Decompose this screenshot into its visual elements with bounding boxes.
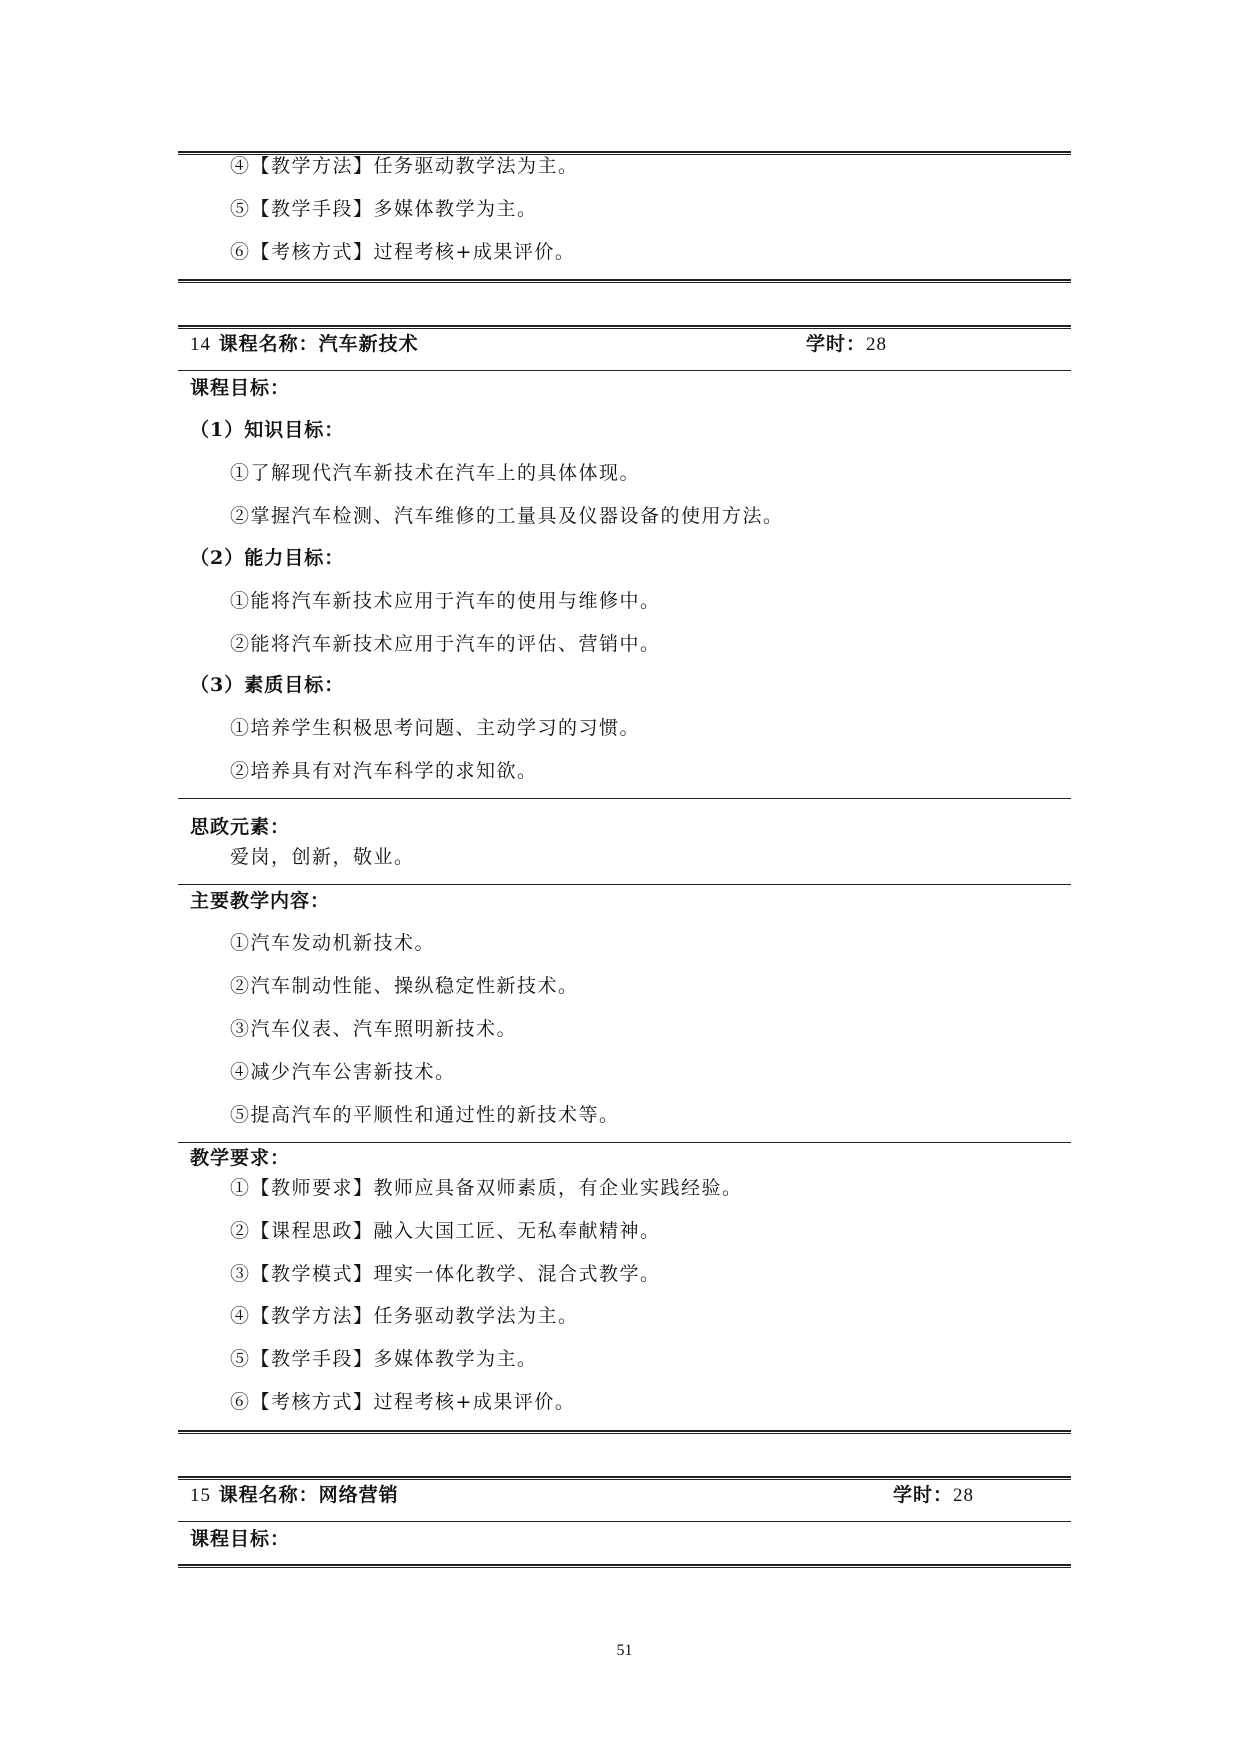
requirements-heading: 教学要求： (190, 1147, 291, 1169)
content-item: ①汽车发动机新技术。 (230, 932, 436, 954)
quality-item: ②培养具有对汽车科学的求知欲。 (230, 760, 538, 782)
course-title: 15 课程名称：网络营销 (190, 1484, 399, 1506)
course-title: 14 课程名称：汽车新技术 (190, 333, 419, 355)
ideology-heading: 思政元素： (190, 816, 291, 838)
ability-heading: （2）能力目标： (190, 547, 345, 569)
document-page (178, 0, 1071, 1754)
course-top-rule (178, 325, 1071, 329)
requirement-item: ⑥【考核方式】过程考核+成果评价。 (230, 1391, 576, 1413)
knowledge-item: ②掌握汽车检测、汽车维修的工量具及仪器设备的使用方法。 (230, 505, 784, 527)
ideology-text: 爱岗，创新，敬业。 (230, 846, 415, 868)
requirement-item: ②【课程思政】融入大国工匠、无私奉献精神。 (230, 1220, 661, 1242)
requirement-item: ④【教学方法】任务驱动教学法为主。 (230, 155, 579, 177)
requirement-item: ⑤【教学手段】多媒体教学为主。 (230, 1348, 538, 1370)
course-top-rule (178, 1476, 1071, 1480)
goals-heading: 课程目标： (190, 377, 291, 399)
page-number: 51 (616, 1642, 633, 1659)
divider (178, 1521, 1071, 1522)
course-hours: 学时：28 (893, 1484, 975, 1506)
knowledge-item: ①了解现代汽车新技术在汽车上的具体体现。 (230, 462, 641, 484)
quality-heading: （3）素质目标： (190, 674, 345, 696)
content-item: ⑤提高汽车的平顺性和通过性的新技术等。 (230, 1104, 620, 1126)
course-bottom-rule (178, 1430, 1071, 1434)
divider (178, 884, 1071, 885)
quality-item: ①培养学生积极思考问题、主动学习的习惯。 (230, 717, 641, 739)
requirement-item: ③【教学模式】理实一体化教学、混合式教学。 (230, 1263, 661, 1285)
divider (178, 798, 1071, 799)
ability-item: ①能将汽车新技术应用于汽车的使用与维修中。 (230, 590, 661, 612)
knowledge-heading: （1）知识目标： (190, 419, 345, 441)
course-hours: 学时：28 (806, 333, 888, 355)
divider (178, 1142, 1071, 1143)
requirement-item: ①【教师要求】教师应具备双师素质，有企业实践经验。 (230, 1177, 743, 1199)
content-heading: 主要教学内容： (190, 890, 331, 912)
content-item: ②汽车制动性能、操纵稳定性新技术。 (230, 975, 579, 997)
section-bottom-rule (178, 279, 1071, 283)
content-item: ④减少汽车公害新技术。 (230, 1061, 456, 1083)
requirement-item: ⑥【考核方式】过程考核+成果评价。 (230, 241, 576, 263)
divider (178, 370, 1071, 371)
content-item: ③汽车仪表、汽车照明新技术。 (230, 1018, 518, 1040)
requirement-item: ⑤【教学手段】多媒体教学为主。 (230, 198, 538, 220)
course-bottom-rule (178, 1564, 1071, 1568)
requirement-item: ④【教学方法】任务驱动教学法为主。 (230, 1305, 579, 1327)
ability-item: ②能将汽车新技术应用于汽车的评估、营销中。 (230, 633, 661, 655)
goals-heading: 课程目标： (190, 1528, 291, 1550)
